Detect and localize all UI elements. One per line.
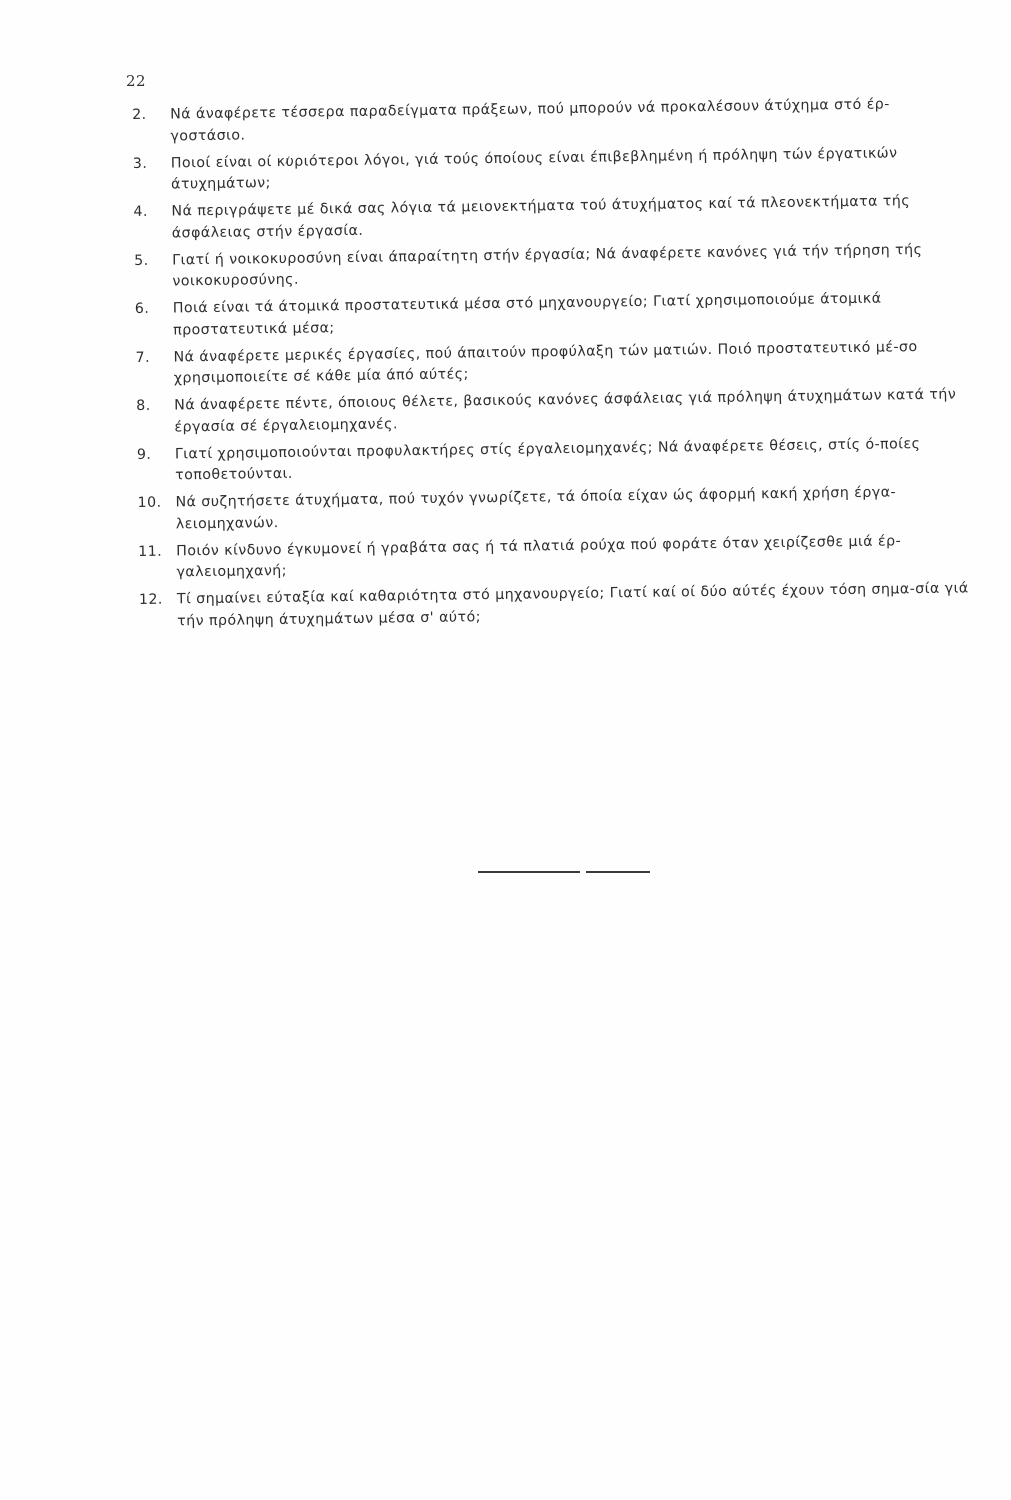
question-text: Τί σημαίνει εύταξία καί καθαριότητα στό μηχανουργείο; Γιατί καί οί δύο αύτές έχουν τόση σημα-σία γιά τήν πρόληψη άτυχημάτων μέσα σ' αύτό; — [176, 580, 969, 629]
question-item — [139, 578, 970, 633]
page-number: 22 — [126, 72, 147, 90]
question-text: Ποιά είναι τά άτομικά προστατευτικά μέσα στό μηχανουργείο; Γιατί χρησιμοποιούμε άτομικά προστατευτικά μέσα; — [172, 290, 882, 338]
section-end-rule — [478, 871, 650, 873]
question-number: 11. — [138, 543, 163, 560]
question-text: Νά άναφέρετε τέσσερα παραδείγματα πράξεων, πού μπορούν νά προκαλέσουν άτύχημα στό έρ-γοστάσιο. — [170, 96, 890, 144]
question-text: Νά συζητήσετε άτυχήματα, πού τυχόν γνωρίζετε, τά όποία είχαν ώς άφορμή κακή χρήση έργα-λειομηχανών. — [175, 484, 897, 532]
question-item — [135, 336, 966, 391]
question-item — [133, 142, 964, 197]
question-number: 5. — [134, 252, 149, 269]
question-item — [133, 190, 964, 245]
question-number: 3. — [132, 155, 148, 172]
section-end-rule-gap — [580, 869, 586, 875]
question-item — [138, 530, 969, 585]
question-text: Νά άναφέρετε πέντε, όποιους θέλετε, βασικούς κανόνες άσφάλειας γιά πρόληψη άτυχημάτων κατά τήν έργασία σέ έργαλειομηχανές. — [174, 386, 957, 435]
review-questions-list — [132, 93, 969, 638]
question-number: 7. — [135, 349, 151, 366]
question-item — [137, 481, 968, 536]
question-text: Νά περιγράψετε μέ δικά σας λόγια τά μειονεκτήματα τού άτυχήματος καί τά πλεονεκτήματα τής άσφάλειας στήν έργασία. — [171, 193, 911, 241]
question-number: 4. — [133, 203, 149, 220]
question-number: 12. — [138, 591, 163, 608]
question-item — [137, 433, 968, 488]
question-text: Ποιόν κίνδυνο έγκυμονεί ή γραβάτα σας ή τά πλατιά ρούχα πού φοράτε όταν χειρίζεσθε μιά έρ-γαλειομηχανή; — [176, 532, 902, 581]
question-item — [135, 287, 966, 342]
question-text: Γιατί ή νοικοκυροσύνη είναι άπαραίτητη στήν έργασία; Νά άναφέρετε κανόνες γιά τήν τήρηση τής νοικοκυροσύνης. — [172, 241, 923, 290]
question-text: Νά άναφέρετε μερικές έργασίες, πού άπαιτούν προφύλαξη τών ματιών. Ποιό προστατευτικό μέ-σο χρησιμοποιείτε σέ κάθε μία άπό αύτές; — [173, 338, 918, 387]
question-number: 10. — [137, 494, 162, 511]
question-item — [134, 239, 965, 294]
question-item — [132, 93, 963, 148]
question-number: 8. — [136, 397, 151, 414]
question-number: 9. — [136, 446, 152, 463]
question-text: Γιατί χρησιμοποιούνται προφυλακτήρες στίς έργαλειομηχανές; Νά άναφέρετε θέσεις, στίς ό-ποίες τοποθετούνται. — [174, 435, 921, 484]
question-number: 6. — [134, 300, 150, 317]
question-text: Ποιοί είναι οί κυριότεροι λόγοι, γιά τούς όποίους είναι έπιβεβλημένη ή πρόληψη τών έργατικών άτυχημάτων; — [170, 144, 898, 193]
question-number: 2. — [132, 106, 147, 123]
question-item — [136, 384, 967, 439]
